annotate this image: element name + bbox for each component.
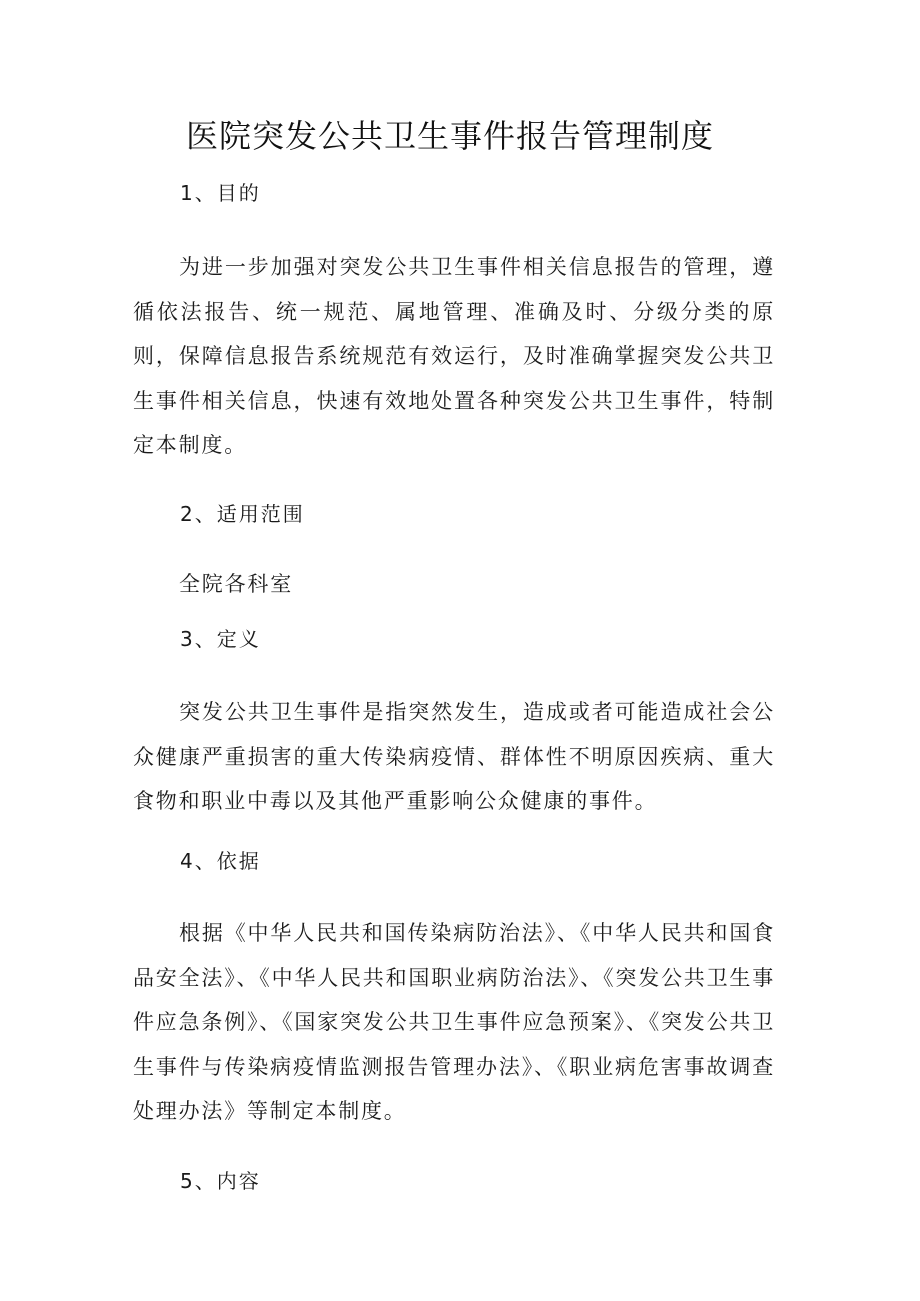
section-heading-content: 5、内容	[180, 1169, 261, 1193]
section-heading-scope: 2、适用范围	[180, 502, 305, 526]
section-heading-purpose: 1、目的	[180, 181, 261, 205]
section-heading-basis: 4、依据	[180, 849, 261, 873]
document-title: 医院突发公共卫生事件报告管理制度	[185, 117, 714, 155]
section-body-definition: 突发公共卫生事件是指突然发生，造成或者可能造成社会公众健康严重损害的重大传染病疫情、群体性不明原因疾病、重大食物和职业中毒以及其他严重影响公众健康的事件。	[133, 700, 775, 814]
section-body-scope: 全院各科室	[179, 572, 293, 596]
section-body-basis: 根据《中华人民共和国传染病防治法》、《中华人民共和国食品安全法》、《中华人民共和国职业病防治法》、《突发公共卫生事件应急条例》、《国家突发公共卫生事件应急预案》、《突发公共卫生事件与传染病疫情监测报告管理办法》、《职业病危害事故调查处理办法》等制定本制度。	[133, 921, 775, 1124]
section-heading-definition: 3、定义	[180, 627, 261, 651]
section-body-purpose: 为进一步加强对突发公共卫生事件相关信息报告的管理，遵循依法报告、统一规范、属地管理、准确及时、分级分类的原则，保障信息报告系统规范有效运行，及时准确掌握突发公共卫生事件相关信息，快速有效地处置各种突发公共卫生事件，特制定本制度。	[133, 255, 775, 458]
